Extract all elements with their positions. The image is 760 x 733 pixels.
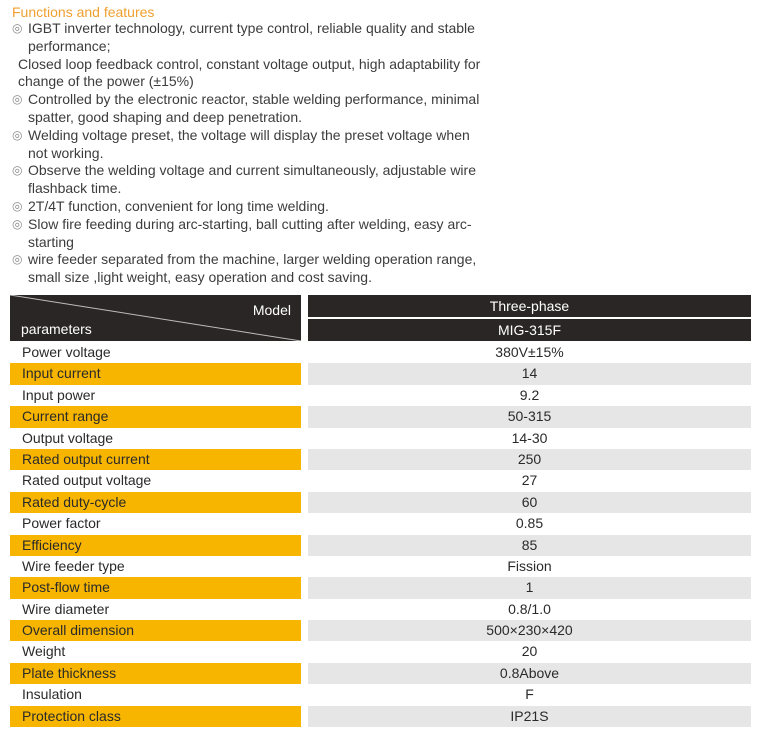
row-value: 380V±15% [495, 344, 564, 360]
bullet-icon: ◎ [12, 198, 23, 213]
row-label: Wire feeder type [22, 557, 125, 574]
feature-text: Welding voltage preset, the voltage will display the preset voltage when not working. [28, 126, 470, 161]
feature-item [12, 162, 482, 198]
table-row [10, 385, 751, 406]
feature-text: Slow fire feeding during arc-starting, ball cutting after welding, easy arc-starting [28, 215, 472, 250]
header-diagonal-cell [10, 295, 301, 341]
feature-item [12, 56, 482, 92]
feature-item [12, 198, 482, 216]
row-label: Efficiency [10, 535, 301, 556]
feature-item [12, 91, 482, 127]
table-row [10, 620, 751, 641]
table-row [10, 428, 751, 449]
row-label: Rated duty-cycle [10, 492, 301, 513]
table-row [10, 577, 751, 598]
table-row [10, 363, 751, 384]
header-model-column [308, 295, 751, 341]
table-row [10, 535, 751, 556]
row-value: 0.8Above [308, 663, 751, 684]
row-value: 20 [521, 643, 538, 660]
row-label: Insulation [22, 686, 82, 703]
feature-text: 2T/4T function, convenient for long time welding. [28, 197, 329, 214]
row-label: Power factor [22, 515, 101, 532]
bullet-icon: ◎ [12, 127, 23, 142]
row-label: Post-flow time [10, 577, 301, 598]
table-row [10, 406, 751, 427]
section-title: Functions and features [12, 4, 155, 20]
row-value: 14 [308, 363, 751, 384]
feature-item [12, 251, 482, 287]
row-value: 60 [308, 492, 751, 513]
row-label: Output voltage [22, 429, 114, 446]
feature-item [12, 216, 482, 252]
row-value: 500×230×420 [308, 620, 751, 641]
header-model-label: Model [252, 302, 291, 318]
features-list [12, 20, 482, 287]
row-value: 250 [308, 449, 751, 470]
table-row [10, 599, 751, 620]
table-row [10, 470, 751, 491]
row-label: Current range [10, 406, 301, 427]
table-row [10, 513, 751, 534]
row-label: Weight [22, 643, 66, 660]
row-value: F [525, 686, 534, 703]
feature-item [12, 20, 482, 56]
table-row [10, 556, 751, 577]
row-label: Overall dimension [10, 620, 301, 641]
row-label: Wire diameter [22, 600, 110, 617]
feature-text: wire feeder separated from the machine, larger welding operation range, small size ,light weight, easy operation and cost saving. [28, 251, 477, 286]
row-value: IP21S [308, 706, 751, 727]
table-row [10, 706, 751, 727]
bullet-icon: ◎ [12, 252, 23, 267]
row-label: Power voltage [22, 344, 111, 360]
spec-table [10, 295, 751, 727]
row-value: 14-30 [511, 429, 548, 446]
row-label: Protection class [10, 706, 301, 727]
table-row [10, 641, 751, 662]
feature-text: Controlled by the electronic reactor, stable welding performance, minimal spatter, good shaping and deep penetration. [28, 91, 480, 125]
row-label: Rated output current [10, 449, 301, 470]
bullet-icon: ◎ [12, 21, 23, 35]
row-value: 0.85 [515, 515, 544, 532]
bullet-icon: ◎ [12, 163, 23, 178]
row-label: Input current [10, 363, 301, 384]
table-row [10, 684, 751, 705]
row-value: 50-315 [308, 406, 751, 427]
row-value: Fission [507, 557, 552, 574]
feature-text: IGBT inverter technology, current type control, reliable quality and stable performance; [28, 20, 475, 54]
row-value: 9.2 [519, 386, 540, 403]
header-model-name: MIG-315F [308, 319, 751, 341]
header-phase: Three-phase [308, 295, 751, 317]
table-row [10, 342, 751, 363]
row-value: 85 [308, 535, 751, 556]
table-header [10, 295, 751, 341]
feature-item [12, 127, 482, 163]
row-label: Rated output voltage [22, 472, 152, 489]
table-row [10, 449, 751, 470]
header-params-label: parameters [21, 321, 92, 337]
row-value: 27 [521, 472, 538, 489]
feature-text: Observe the welding voltage and current simultaneously, adjustable wire flashback time. [28, 162, 476, 197]
row-value: 1 [308, 577, 751, 598]
row-value: 0.8/1.0 [508, 600, 551, 617]
row-label: Plate thickness [10, 663, 301, 684]
row-label: Input power [22, 386, 96, 403]
bullet-icon: ◎ [12, 92, 23, 107]
bullet-icon: ◎ [12, 216, 23, 231]
table-row [10, 492, 751, 513]
table-row [10, 663, 751, 684]
feature-text: Closed loop feedback control, constant voltage output, high adaptability for change of the power (±15%) [18, 55, 481, 90]
